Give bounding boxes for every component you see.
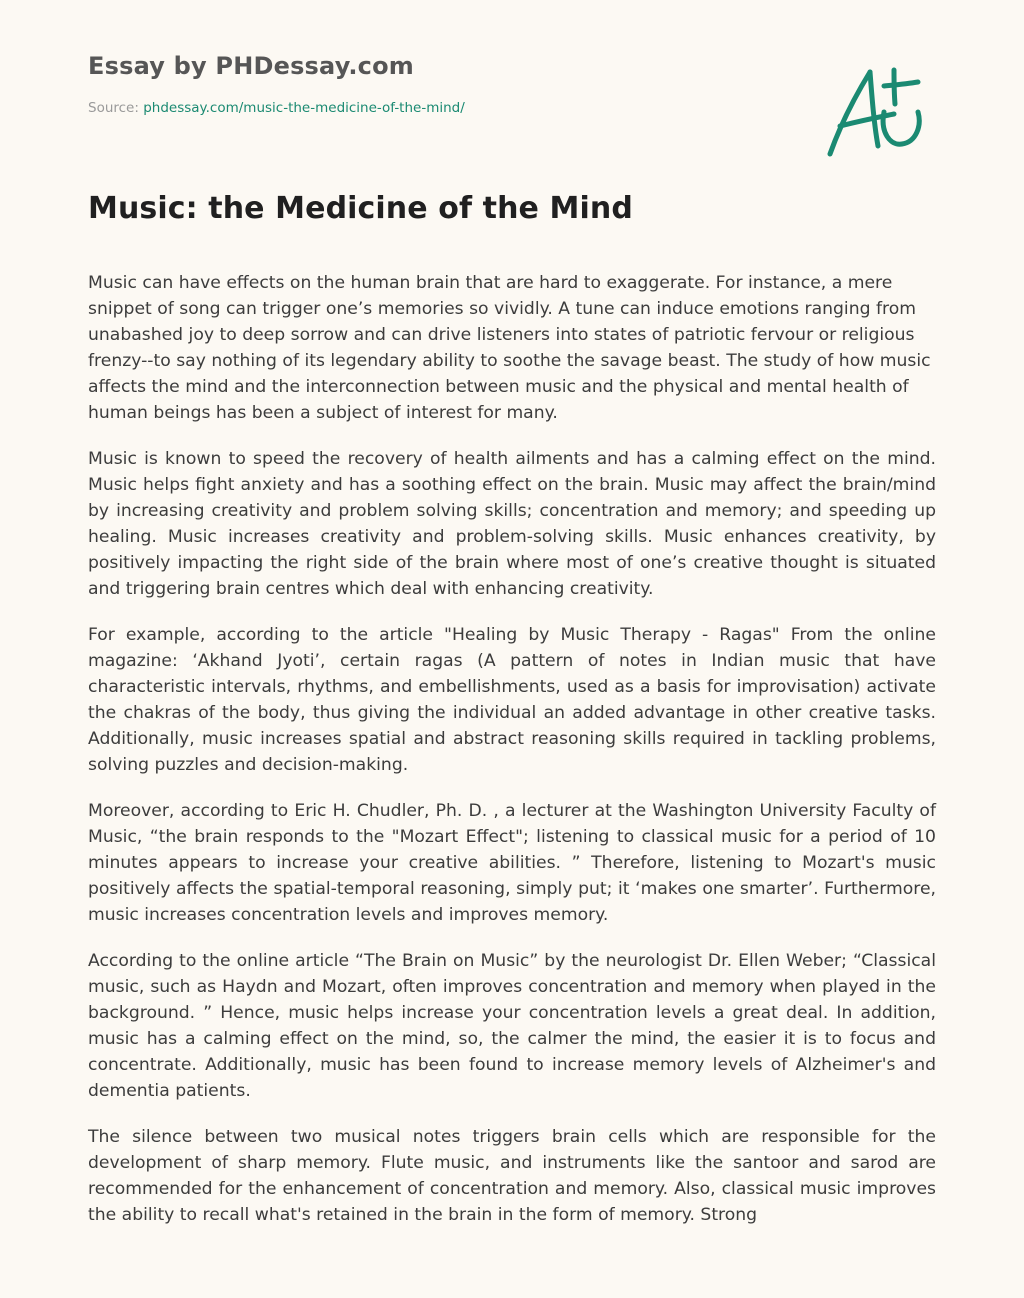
source-label: Source: bbox=[88, 100, 144, 116]
source-line bbox=[88, 100, 465, 116]
essay-body bbox=[88, 270, 936, 1248]
brand-title: Essay by PHDessay.com bbox=[88, 52, 414, 80]
essay-title: Music: the Medicine of the Mind bbox=[88, 191, 633, 226]
paragraph: According to the online article “The Brain on Music” by the neurologist Dr. Ellen Weber; “Classical music, such as Haydn and Mozart, often improves concentration and memory when played in the background. ” Hence, music helps increase your concentration levels a great deal. In addition, music has a calming effect on the mind, so, the calmer the mind, the easier it is to focus and concentrate. Additionally, music has been found to increase memory levels of Alzheimer's and dementia patients. bbox=[88, 951, 936, 1101]
paragraph: Music is known to speed the recovery of health ailments and has a calming effect on the mind. Music helps fight anxiety and has a soothing effect on the brain. Music may affect the brain/mind by increasing creativity and problem solving skills; concentration and memory; and speeding up healing. Music increases creativity and problem-solving skills. Music enhances creativity, by positively impacting the right side of the brain where most of one’s creative thought is situated and triggering brain centres which deal with enhancing creativity. bbox=[88, 449, 936, 599]
paragraph: Moreover, according to Eric H. Chudler, Ph. D. , a lecturer at the Washington University Faculty of Music, “the brain responds to the "Mozart Effect"; listening to classical music for a period of 10 minutes appears to increase your creative abilities. ” Therefore, listening to Mozart's music positively affects the spatial-temporal reasoning, simply put; it ‘makes one smarter’. Furthermore, music increases concentration levels and improves memory. bbox=[88, 801, 936, 925]
page-header bbox=[88, 52, 465, 116]
a-plus-grade-icon bbox=[820, 62, 930, 162]
source-link[interactable]: phdessay.com/music-the-medicine-of-the-mind/ bbox=[143, 100, 465, 116]
paragraph: The silence between two musical notes triggers brain cells which are responsible for the development of sharp memory. Flute music, and instruments like the santoor and sarod are recommended for the enhancement of concentration and memory. Also, classical music improves the ability to recall what's retained in the brain in the form of memory. Strong bbox=[88, 1127, 936, 1225]
paragraph: For example, according to the article "Healing by Music Therapy - Ragas" From the online magazine: ‘Akhand Jyoti’, certain ragas (A pattern of notes in Indian music that have characteristic intervals, rhythms, and embellishments, used as a basis for improvisation) activate the chakras of the body, thus giving the individual an added advantage in other creative tasks. Additionally, music increases spatial and abstract reasoning skills required in tackling problems, solving puzzles and decision-making. bbox=[88, 625, 936, 775]
paragraph: Music can have effects on the human brain that are hard to exaggerate. For instance, a mere snippet of song can trigger one’s memories so vividly. A tune can induce emotions ranging from unabashed joy to deep sorrow and can drive listeners into states of patriotic fervour or religious frenzy--to say nothing of its legendary ability to soothe the savage beast. The study of how music affects the mind and the interconnection between music and the physical and mental health of human beings has been a subject of interest for many. bbox=[88, 273, 931, 423]
